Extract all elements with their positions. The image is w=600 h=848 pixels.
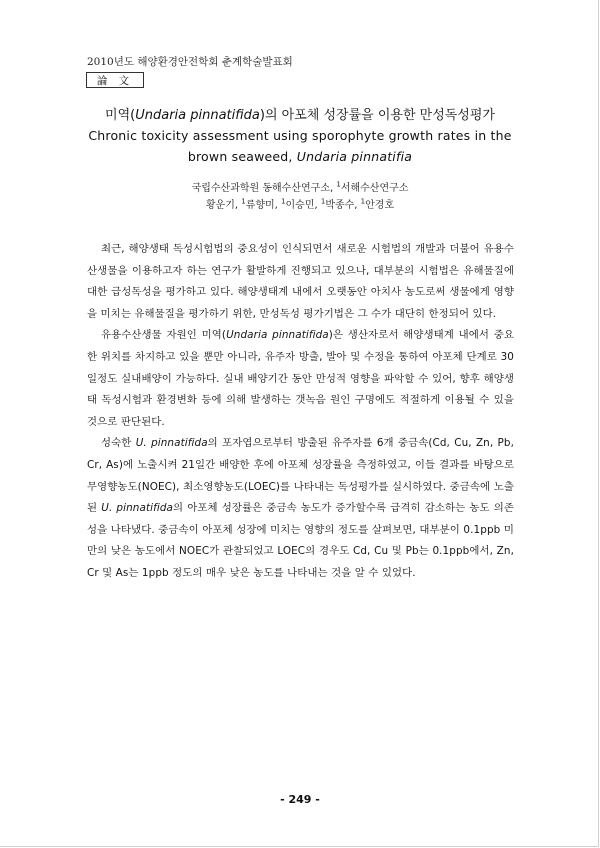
author-4: 박종수, — [325, 200, 361, 211]
paragraph-2-species: Undaria pinnatifida — [226, 329, 329, 342]
paragraph-3-b: 의 포자엽으로부터 방출된 유주자를 6개 중금속(Cd, Cu, Zn, Pb, Cr, As)에 노출시켜 21일간 배양한 후에 아포체 성장률을 측정하였고, 이들 결과를 바탕으로 무영향농도(NOEC), 최소영향농도(LOEC)를 나타내는 독성평가를 실시하였다. 중금속에 노출된 — [87, 437, 514, 515]
author-5: 안경호 — [365, 200, 395, 211]
paragraph-3-species-2: U. pinnatifida — [101, 502, 174, 515]
paragraph-2-a: 유용수산생물 자원인 미역( — [101, 329, 227, 342]
paragraph-2-b: )은 생산자로서 해양생태계 내에서 중요한 위치를 차지하고 있을 뿐만 아니라, 유주자 방출, 발아 및 수정을 통하여 아포체 단계로 30일정도 실내배양이 가능하다. 실내 배양기간 동안 만성적 영향을 파악할 수 있어, 향후 해양생태 독성시험과 환경변화 등에 의해 발생하는 갯녹음 원인 구명에도 적절하게 이용될 수 있을 것으로 판단된다. — [87, 329, 514, 428]
author-1: 황운기, — [205, 200, 242, 211]
institution-2: 서해수산연구소 — [340, 183, 409, 194]
institution-1: 국립수산과학원 동해수산연구소, — [191, 183, 337, 194]
title-english-main: Chronic toxicity assessment using sporophyte growth rates in the brown seaweed, — [88, 128, 512, 164]
title-korean-suffix: )의 아포체 성장률을 이용한 만성독성평가 — [259, 108, 495, 123]
author-3-marker: 1 — [281, 197, 286, 206]
author-4-marker: 1 — [320, 197, 326, 206]
paragraph-3-a: 성숙한 — [101, 437, 136, 450]
section-tag: 論 文 — [86, 72, 144, 88]
title-english-species: Undaria pinnatifia — [296, 149, 413, 164]
paragraph-1: 최근, 해양생태 독성시험법의 중요성이 인식되면서 새로운 시험법의 개발과 더불어 유용수산생물을 이용하고자 하는 연구가 활발하게 진행되고 있으나, 대부분의 시험법은 유해물질에 대한 급성독성을 평가하고 있다. 해양생태계 내에서 오랫동안 아치사 농도로써 생물에게 영향을 미치는 유해물질을 평가하기 위한, 만성독성 평가기법은 그 수가 대단히 한정되어 있다. — [87, 243, 514, 320]
author-5-marker: 1 — [360, 197, 366, 206]
title-korean-species: Undaria pinnatifida — [135, 108, 260, 123]
title-english — [70, 125, 530, 167]
paragraph-2 — [87, 325, 514, 433]
author-2: 류향미, — [245, 200, 282, 211]
paragraph-3 — [87, 433, 514, 584]
authors — [100, 197, 500, 214]
author-2-marker: 1 — [241, 197, 246, 206]
paragraph-3-c: 의 아포체 성장률은 중금속 농도가 증가할수록 급격히 감소하는 농도 의존성을 나타냈다. 중금속이 아포체 성장에 미치는 영향의 정도를 살펴보면, 대부분이 0.1ppb 미만의 낮은 농도에서 NOEC가 관찰되었고 LOEC의 경우도 Cd, Cu 및 Pb는 0.1ppb에서, Zn, Cr 및 As는 1ppb 정도의 매우 낮은 농도를 나타내는 것을 알 수 있었다. — [87, 502, 514, 579]
institution-2-marker: 1 — [336, 180, 341, 189]
affiliation-block — [100, 180, 500, 214]
title-korean — [60, 104, 540, 123]
paragraph-3-species-1: U. pinnatifida — [135, 437, 208, 450]
author-3: 이승민, — [285, 200, 321, 211]
page-number: - 249 - — [280, 793, 320, 806]
institutions — [100, 180, 500, 197]
abstract-body — [87, 239, 514, 585]
running-header: 2010년도 해양환경안전학회 춘계학술발표회 — [87, 56, 293, 68]
title-korean-prefix: 미역( — [105, 108, 136, 123]
